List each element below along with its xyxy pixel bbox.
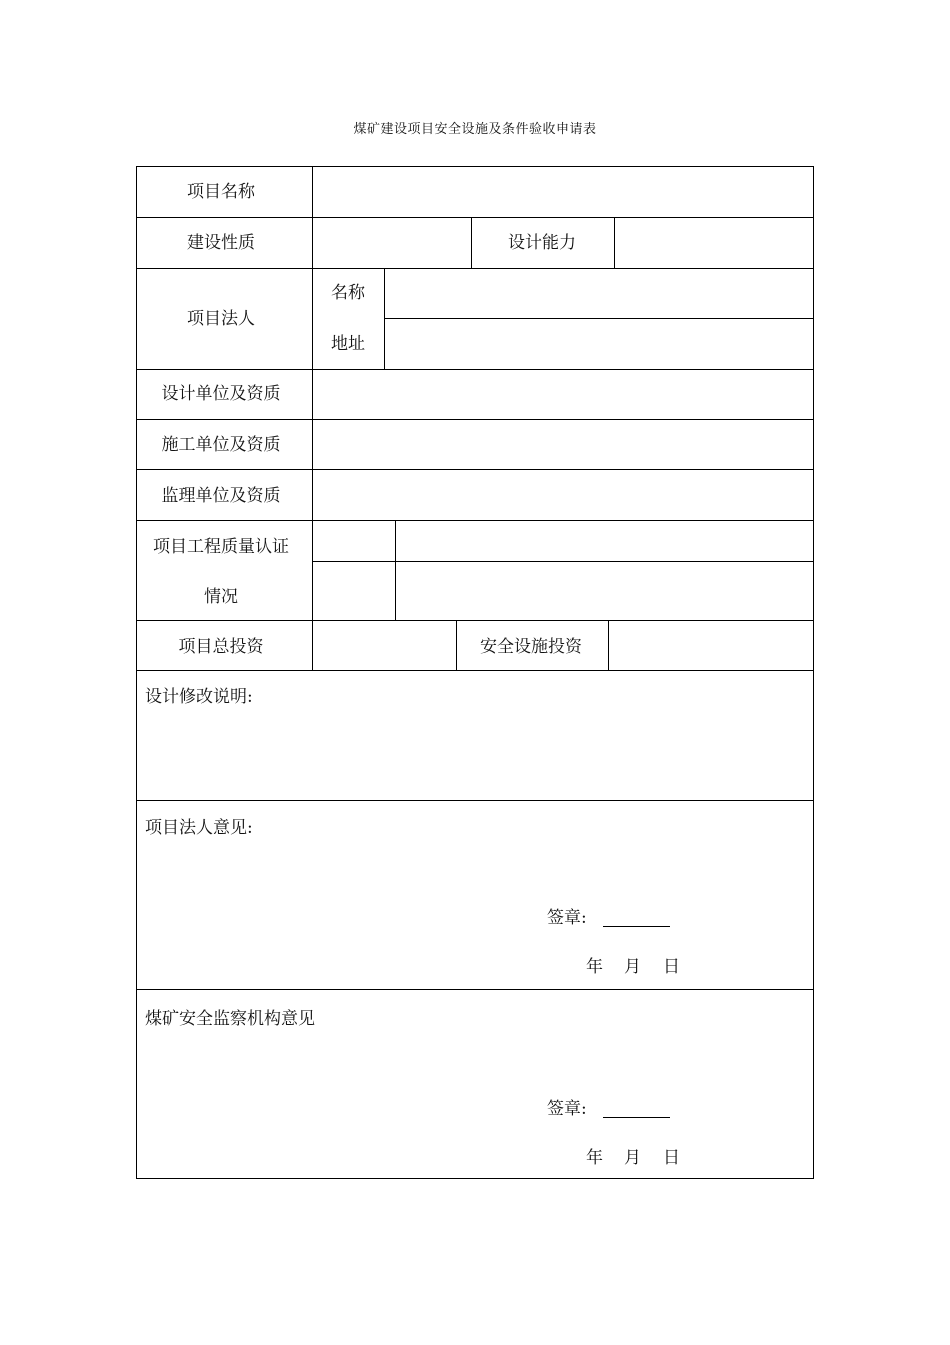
- design-unit-field[interactable]: [313, 370, 813, 419]
- col-divider: [471, 217, 472, 268]
- design-capacity-label: 设计能力: [508, 233, 576, 253]
- quality-cert-field[interactable]: [396, 562, 813, 620]
- legal-person-label: 项目法人: [187, 309, 255, 329]
- design-capacity-field[interactable]: [615, 218, 813, 268]
- construction-nature-label: 建设性质: [187, 233, 255, 253]
- project-name-label: 项目名称: [187, 182, 255, 202]
- safety-investment-label: 安全设施投资: [480, 637, 582, 657]
- quality-cert-field[interactable]: [396, 521, 813, 561]
- quality-cert-label-line2: 情况: [204, 587, 238, 607]
- legal-person-address-field[interactable]: [385, 319, 813, 369]
- row-divider: [137, 989, 813, 990]
- signature-label: 签章:: [547, 908, 587, 928]
- legal-opinion-label: 项目法人意见:: [145, 818, 253, 838]
- date-day-label: 日: [663, 1148, 680, 1168]
- date-day-label: 日: [663, 957, 680, 977]
- quality-cert-field[interactable]: [313, 521, 395, 561]
- row-divider: [137, 670, 813, 671]
- signature-label: 签章:: [547, 1099, 587, 1119]
- design-change-label: 设计修改说明:: [145, 687, 253, 707]
- quality-cert-field[interactable]: [313, 562, 395, 620]
- total-investment-field[interactable]: [313, 621, 456, 670]
- legal-person-address-label: 地址: [331, 334, 365, 354]
- design-change-field[interactable]: [137, 712, 813, 800]
- form-title: 煤矿建设项目安全设施及条件验收申请表: [353, 122, 597, 137]
- date-year-label: 年: [586, 1148, 603, 1168]
- row-divider: [137, 800, 813, 801]
- supervision-opinion-field[interactable]: [137, 1034, 813, 1094]
- supervision-opinion-label: 煤矿安全监察机构意见: [145, 1009, 315, 1029]
- design-unit-label: 设计单位及资质: [161, 384, 281, 404]
- safety-investment-field[interactable]: [609, 621, 813, 670]
- quality-cert-label-line1: 项目工程质量认证: [153, 537, 289, 557]
- total-investment-label: 项目总投资: [178, 637, 264, 657]
- date-month-label: 月: [624, 957, 641, 977]
- project-name-field[interactable]: [313, 167, 813, 217]
- signature-line[interactable]: [603, 1117, 670, 1118]
- construction-nature-field[interactable]: [313, 218, 471, 268]
- supervision-unit-field[interactable]: [313, 470, 813, 520]
- construction-unit-field[interactable]: [313, 420, 813, 469]
- supervision-unit-label: 监理单位及资质: [161, 486, 281, 506]
- legal-person-name-field[interactable]: [385, 269, 813, 318]
- date-year-label: 年: [586, 957, 603, 977]
- legal-opinion-field[interactable]: [137, 843, 813, 903]
- construction-unit-label: 施工单位及资质: [161, 435, 281, 455]
- application-form-table: [136, 166, 814, 1179]
- col-divider: [456, 620, 457, 670]
- signature-line[interactable]: [603, 926, 670, 927]
- date-month-label: 月: [624, 1148, 641, 1168]
- legal-person-name-label: 名称: [331, 283, 365, 303]
